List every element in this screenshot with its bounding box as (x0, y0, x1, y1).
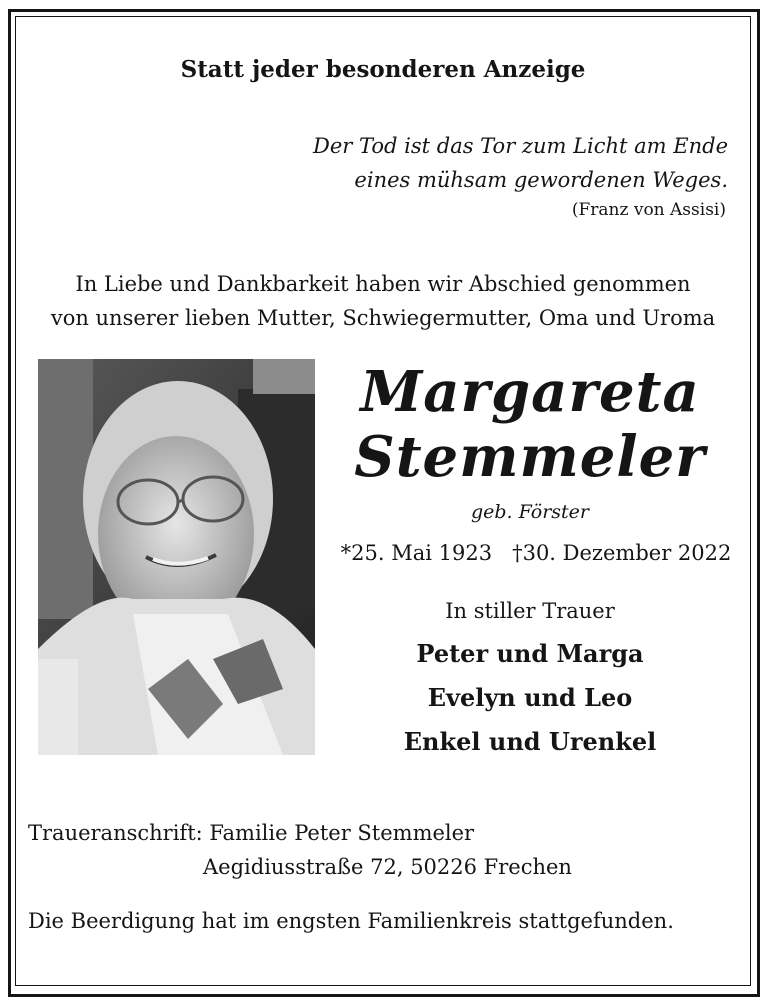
portrait-photo (38, 359, 315, 755)
family-line-1: Peter und Marga (416, 639, 644, 668)
last-name: Stemmeler (354, 424, 706, 490)
family-line-2: Evelyn und Leo (427, 683, 633, 712)
maiden-name: geb. Förster (470, 501, 590, 523)
address-line-1: Traueranschrift: Familie Peter Stemmeler (28, 821, 475, 845)
first-name: Margareta (360, 359, 700, 425)
family-line-3: Enkel und Urenkel (403, 727, 657, 756)
funeral-note: Die Beerdigung hat im engsten Familienkreis stattgefunden. (28, 909, 674, 933)
life-dates: *25. Mai 1923 †30. Dezember 2022 (340, 541, 732, 565)
address-line-2: Aegidiusstraße 72, 50226 Frechen (203, 855, 572, 879)
quote-line-1: Der Tod ist das Tor zum Licht am Ende (313, 134, 728, 158)
header-title: Statt jeder besonderen Anzeige (180, 56, 586, 83)
intro-line-1: In Liebe und Dankbarkeit haben wir Abschied genommen (75, 272, 691, 296)
quote-line-2: eines mühsam gewordenen Weges. (354, 168, 728, 192)
mourning-label: In stiller Trauer (445, 599, 615, 623)
quote-author: (Franz von Assisi) (571, 200, 726, 220)
intro-line-2: von unserer lieben Mutter, Schwiegermutter, Oma und Uroma (50, 306, 716, 330)
